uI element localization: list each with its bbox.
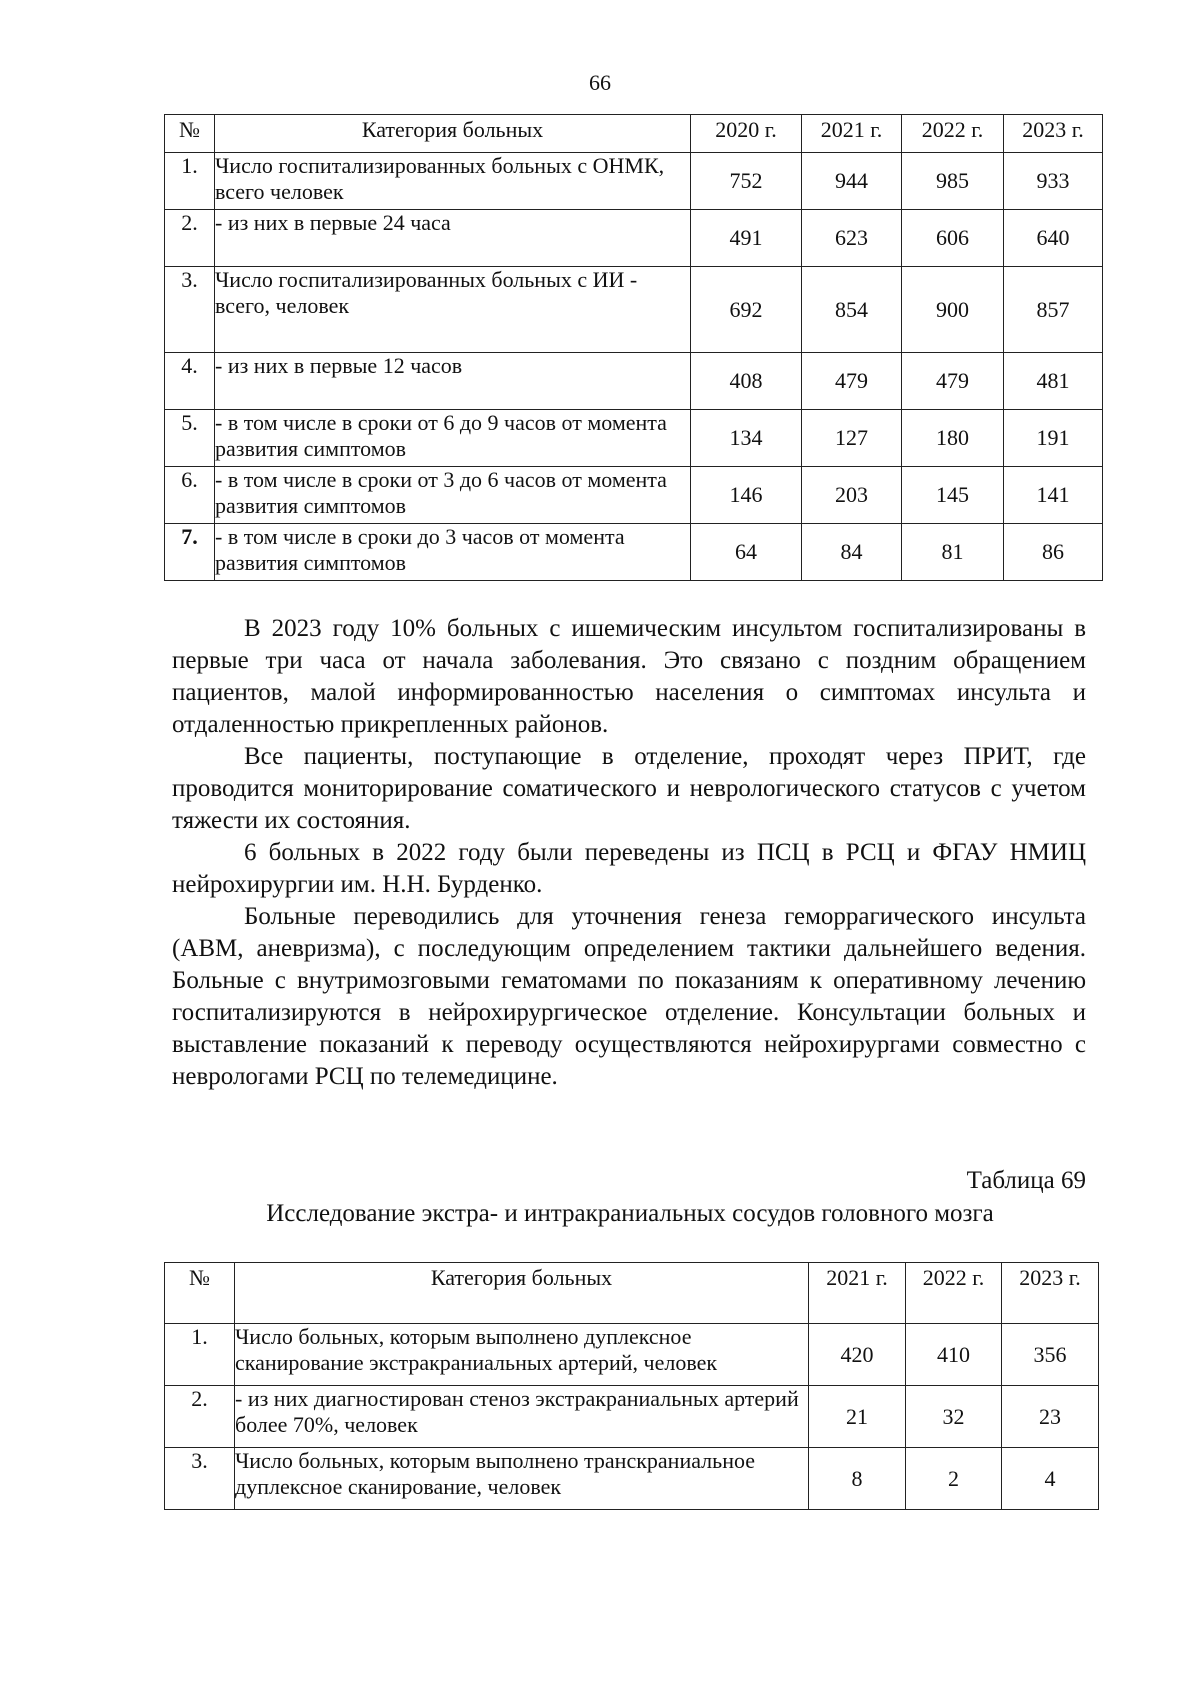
table-row: [165, 1448, 1099, 1510]
row-number: 4.: [165, 353, 215, 410]
header-category: Категория больных: [215, 115, 691, 153]
row-number: 5.: [165, 410, 215, 467]
cell-value: 491: [691, 210, 802, 267]
row-category: - из них в первые 24 часа: [215, 210, 691, 267]
row-number: 2.: [165, 1386, 235, 1448]
header-category: Категория больных: [235, 1263, 809, 1324]
table-row: [165, 267, 1103, 353]
row-category: Число госпитализированных больных с ИИ - всего, человек: [215, 267, 691, 353]
row-category: - из них диагностирован стеноз экстракраниальных артерий более 70%, человек: [235, 1386, 809, 1448]
cell-value: 84: [802, 524, 902, 581]
cell-value: 81: [902, 524, 1004, 581]
row-category: Число госпитализированных больных с ОНМК, всего человек: [215, 153, 691, 210]
cell-value: 145: [902, 467, 1004, 524]
row-category: - в том числе в сроки от 3 до 6 часов от момента развития симптомов: [215, 467, 691, 524]
header-year-2020: 2020 г.: [691, 115, 802, 153]
cell-value: 752: [691, 153, 802, 210]
header-number: №: [165, 1263, 235, 1324]
header-year-2021: 2021 г.: [809, 1263, 906, 1324]
cell-value: 134: [691, 410, 802, 467]
header-year-2023: 2023 г.: [1004, 115, 1103, 153]
row-category: Число больных, которым выполнено дуплексное сканирование экстракраниальных артерий, человек: [235, 1324, 809, 1386]
cell-value: 985: [902, 153, 1004, 210]
table-row: [165, 210, 1103, 267]
table-row: [165, 467, 1103, 524]
cell-value: 356: [1002, 1324, 1099, 1386]
table-row: [165, 1386, 1099, 1448]
row-number: 1.: [165, 153, 215, 210]
cell-value: 191: [1004, 410, 1103, 467]
row-category: - в том числе в сроки от 6 до 9 часов от момента развития симптомов: [215, 410, 691, 467]
cell-value: 623: [802, 210, 902, 267]
table-header-row: [165, 1263, 1099, 1324]
row-category: - в том числе в сроки до 3 часов от момента развития симптомов: [215, 524, 691, 581]
paragraph: Больные переводились для уточнения генеза геморрагического инсульта (АВМ, аневризма), с последующим определением тактики дальнейшего ведения. Больные с внутримозговыми гематомами по показаниям к оперативному лечению госпитализируются в нейрохирургическое отделение. Консультации больных и выставление показаний к переводу осуществляются нейрохирургами совместно с неврологами РСЦ по телемедицине.: [172, 903, 1086, 1090]
cell-value: 692: [691, 267, 802, 353]
paragraph: В 2023 году 10% больных с ишемическим инсультом госпитализированы в первые три часа от начала заболевания. Это связано с поздним обращением пациентов, малой информированностью населения о симптомах инсульта и отдаленностью прикрепленных районов.: [172, 615, 1086, 738]
row-number: 7.: [165, 524, 215, 581]
cell-value: 21: [809, 1386, 906, 1448]
row-number: 2.: [165, 210, 215, 267]
cell-value: 203: [802, 467, 902, 524]
cell-value: 481: [1004, 353, 1103, 410]
cell-value: 127: [802, 410, 902, 467]
table-header-row: [165, 115, 1103, 153]
row-number: 1.: [165, 1324, 235, 1386]
table-row: [165, 1324, 1099, 1386]
vessel-examination-table: [164, 1262, 1099, 1510]
cell-value: 64: [691, 524, 802, 581]
table-number-label: Таблица 69: [966, 1167, 1086, 1194]
cell-value: 2: [906, 1448, 1002, 1510]
row-number: 3.: [165, 267, 215, 353]
cell-value: 479: [802, 353, 902, 410]
header-number: №: [165, 115, 215, 153]
cell-value: 146: [691, 467, 802, 524]
table-title: Исследование экстра- и интракраниальных сосудов головного мозга: [266, 1200, 994, 1227]
row-number: 6.: [165, 467, 215, 524]
paragraph: 6 больных в 2022 году были переведены из ПСЦ в РСЦ и ФГАУ НМИЦ нейрохирургии им. Н.Н. Бурденко.: [172, 839, 1086, 898]
cell-value: 900: [902, 267, 1004, 353]
page-number: 66: [589, 70, 611, 95]
header-year-2022: 2022 г.: [902, 115, 1004, 153]
row-category: - из них в первые 12 часов: [215, 353, 691, 410]
cell-value: 86: [1004, 524, 1103, 581]
header-year-2023: 2023 г.: [1002, 1263, 1099, 1324]
cell-value: 4: [1002, 1448, 1099, 1510]
cell-value: 408: [691, 353, 802, 410]
table-row: [165, 153, 1103, 210]
cell-value: 857: [1004, 267, 1103, 353]
cell-value: 180: [902, 410, 1004, 467]
cell-value: 23: [1002, 1386, 1099, 1448]
header-year-2022: 2022 г.: [906, 1263, 1002, 1324]
cell-value: 141: [1004, 467, 1103, 524]
cell-value: 479: [902, 353, 1004, 410]
cell-value: 8: [809, 1448, 906, 1510]
cell-value: 32: [906, 1386, 1002, 1448]
table-row: [165, 524, 1103, 581]
cell-value: 944: [802, 153, 902, 210]
cell-value: 640: [1004, 210, 1103, 267]
table-row: [165, 353, 1103, 410]
cell-value: 420: [809, 1324, 906, 1386]
row-category: Число больных, которым выполнено транскраниальное дуплексное сканирование, человек: [235, 1448, 809, 1510]
stroke-hospitalization-table: [164, 114, 1103, 581]
cell-value: 410: [906, 1324, 1002, 1386]
cell-value: 854: [802, 267, 902, 353]
header-year-2021: 2021 г.: [802, 115, 902, 153]
paragraph: Все пациенты, поступающие в отделение, проходят через ПРИТ, где проводится мониторирование соматического и неврологического статусов с учетом тяжести их состояния.: [172, 743, 1086, 834]
row-number: 3.: [165, 1448, 235, 1510]
table-row: [165, 410, 1103, 467]
cell-value: 933: [1004, 153, 1103, 210]
cell-value: 606: [902, 210, 1004, 267]
